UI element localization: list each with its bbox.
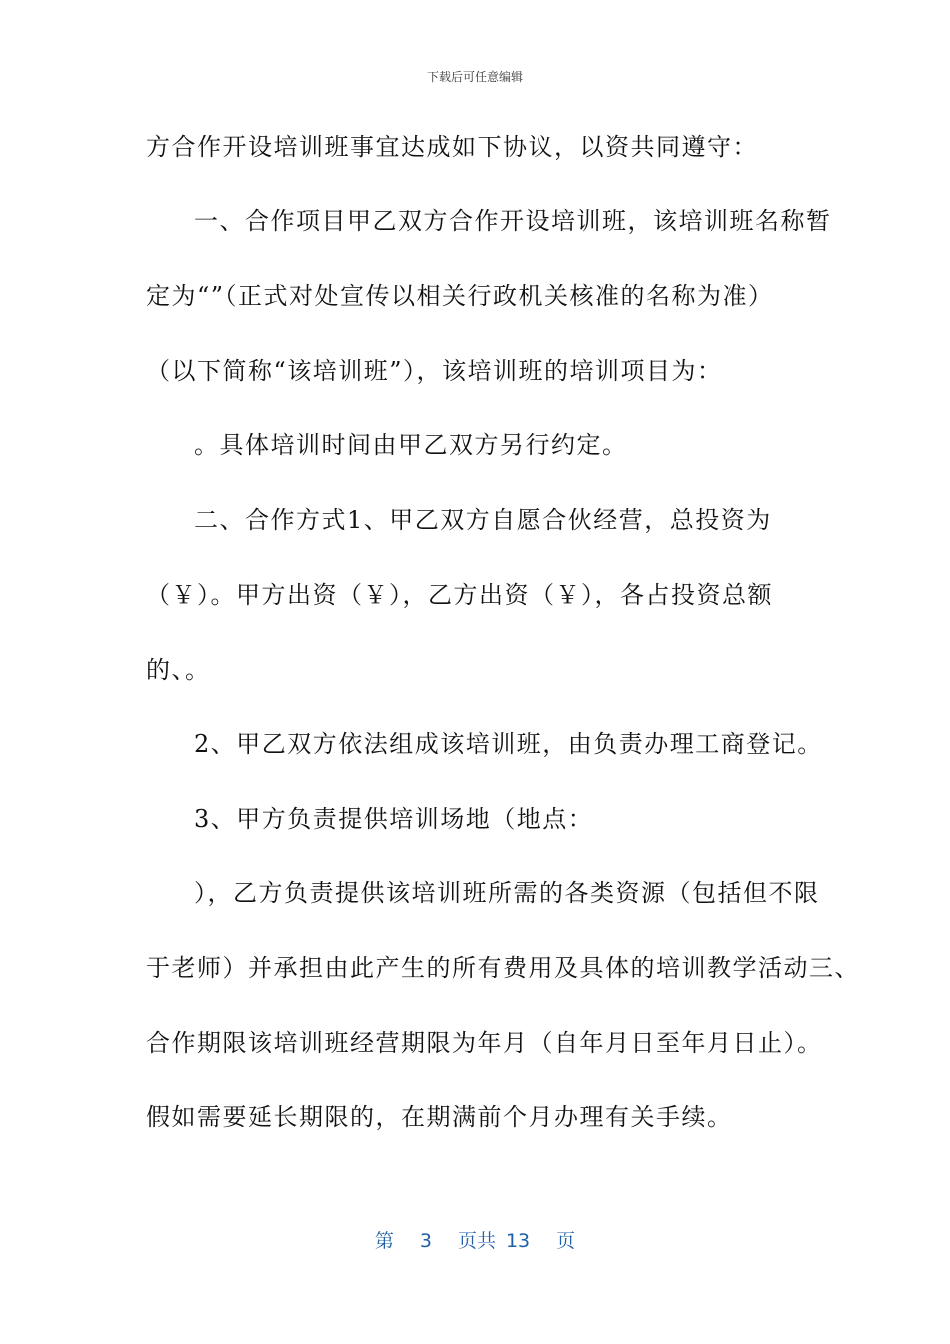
text-line: 3、甲方负责提供培训场地（地点： [194, 805, 594, 833]
header-note: 下载后可任意编辑 [426, 70, 523, 84]
current-page-number: 3 [419, 1230, 432, 1252]
text-line: ），乙方负责提供该培训班所需的各类资源（包括但不限 [194, 879, 820, 907]
text-line: 。具体培训时间由甲乙双方另行约定。 [194, 431, 628, 459]
text-line: 假如需要延长期限的，在期满前个月办理有关手续。 [146, 1103, 733, 1131]
text-line: 一、合作项目甲乙双方合作开设培训班，该培训班名称暂 [194, 207, 832, 235]
total-pages-number: 13 [505, 1230, 531, 1252]
text-line: 方合作开设培训班事宜达成如下协议，以资共同遵守： [146, 133, 758, 161]
page-number-footer [0, 1226, 950, 1253]
page-prefix: 第 [374, 1230, 394, 1252]
text-line: 合作期限该培训班经营期限为年月（自年月日至年月日止）。 [146, 1029, 823, 1057]
text-line: 于老师）并承担由此产生的所有费用及具体的培训教学活动三、 [146, 954, 860, 982]
page-middle-label: 页共 [457, 1230, 496, 1252]
text-line: 二、合作方式1、甲乙双方自愿合伙经营，总投资为 [194, 506, 772, 534]
text-line: （以下简称“该培训班”），该培训班的培训项目为： [146, 357, 723, 385]
text-line: （￥）。甲方出资（￥），乙方出资（￥），各占投资总额 [146, 581, 773, 609]
text-line: 的、。 [146, 656, 211, 684]
text-line: 定为“”（正式对处宣传以相关行政机关核准的名称为准） [146, 282, 774, 310]
page-suffix: 页 [556, 1230, 576, 1252]
text-line: 2、甲乙双方依法组成该培训班，由负责办理工商登记。 [194, 730, 823, 758]
